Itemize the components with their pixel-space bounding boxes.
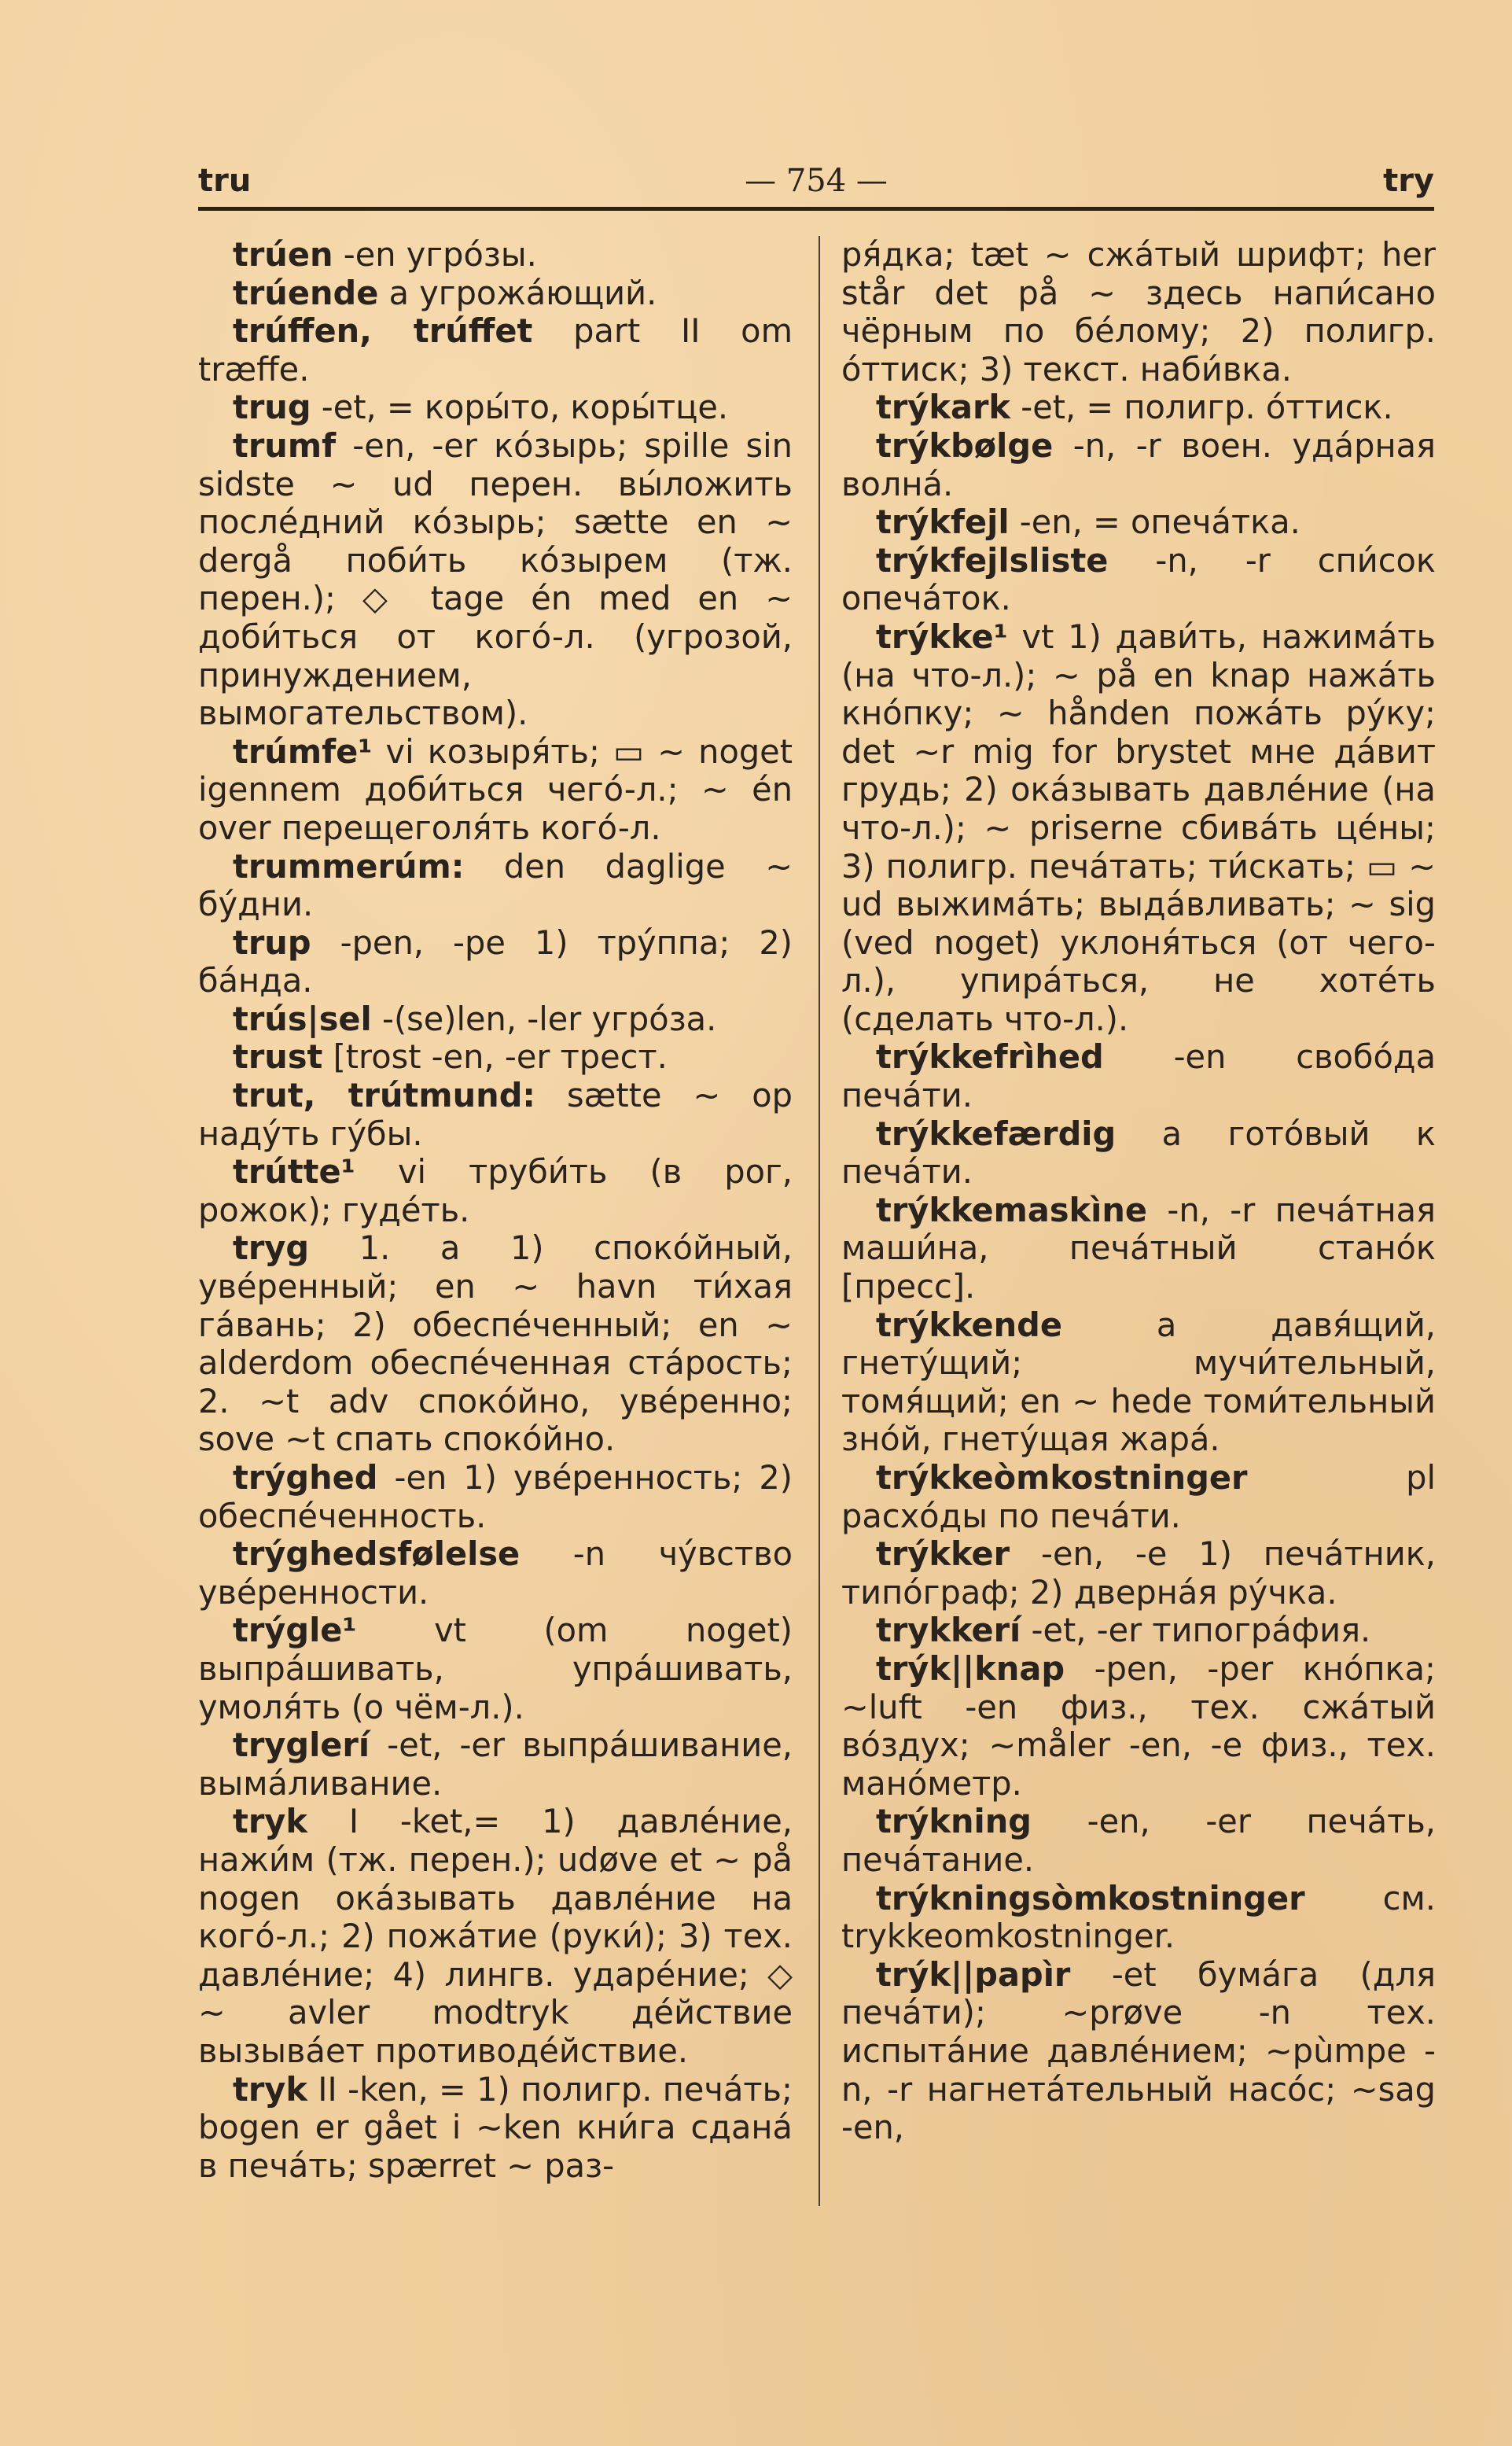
entry-definition: -et, -er выпрáшивание, выма́ливание.	[198, 1726, 793, 1803]
dictionary-entry	[841, 1038, 1436, 1114]
entry-definition: vt (om noget) выпрáшивать, упрáшивать, умоля́ть (о чём-л.).	[198, 1611, 793, 1726]
page-header	[198, 161, 1434, 201]
dictionary-entry	[841, 1192, 1436, 1306]
dictionary-entry	[841, 389, 1436, 427]
entry-definition: II -ken, = 1) полигр. печáть; bogen er gået i ~ken кни́га сданá в печáть; spærret ~ раз-	[198, 2069, 793, 2185]
entry-definition: -en, -er печáть, печáтание.	[841, 1802, 1436, 1879]
dictionary-entry	[841, 1535, 1436, 1612]
dictionary-entry	[198, 274, 793, 313]
entry-headword: trýk||papìr	[876, 1954, 1071, 1994]
entry-definition: -en угрóзы.	[333, 235, 537, 274]
entry-definition: den daglige ~ бу́дни.	[198, 846, 793, 924]
column-divider	[819, 236, 820, 2206]
dictionary-entry	[198, 1229, 793, 1459]
entry-headword: trýkningsòmkostninger	[876, 1878, 1305, 1917]
entry-definition: -n, -r воен. удáрная волнá.	[841, 425, 1436, 503]
entry-definition: -en, -er кóзырь; spille sin sidste ~ ud перен. вы́ложить послéдний кóзырь; sætte en ~ dergå поби́ть кóзырем (тж. перен.); ◇ tage én med en ~ доби́ться от когó-л. (угрозой, принуждением, вымогательством).	[198, 425, 793, 733]
entry-headword: trýkkeòmkostninger	[876, 1458, 1248, 1497]
entry-definition: -n, -r спи́сок опечáток.	[841, 540, 1436, 618]
entry-definition: -pen, -pe 1) трýппа; 2) бáнда.	[198, 923, 793, 1000]
dictionary-entry	[198, 2071, 793, 2186]
header-left-guideword: tru	[198, 163, 252, 199]
dictionary-entry	[841, 236, 1436, 389]
dictionary-entry	[198, 1000, 793, 1039]
entry-headword: trýkbølge	[876, 425, 1054, 465]
page-number: — 754 —	[745, 163, 888, 199]
entry-headword: tryk	[233, 2069, 307, 2109]
entry-headword: trumf	[233, 425, 337, 465]
dictionary-entry	[841, 542, 1436, 618]
entry-definition: ря́дка; tæt ~ сжáтый шрифт; her står det på ~ здесь напи́сано чёрным по бéлому; 2) полигр. óттиск; 3) текст. наби́вка.	[841, 235, 1436, 389]
entry-headword: trykkerí	[876, 1611, 1021, 1650]
dictionary-entry	[198, 733, 793, 848]
left-column	[198, 236, 793, 2185]
entry-headword: trýkfejlsliste	[876, 540, 1109, 580]
entry-headword: trýkke¹	[876, 617, 1008, 656]
dictionary-entry	[198, 1535, 793, 1612]
entry-definition: 1. a 1) спокóйный, увéренный; en ~ havn ти́хая гáвань; 2) обеспéченный; en ~ alderdom обеспéченная стáрость; 2. ~t adv спокóйно, увéренно; sove ~t спать спокóйно.	[198, 1229, 793, 1459]
dictionary-entry	[198, 1726, 793, 1803]
dictionary-entry	[841, 1650, 1436, 1803]
entry-headword: trýgle¹	[233, 1611, 357, 1650]
entry-definition: vt 1) дави́ть, нажимáть (на что-л.); ~ på en knap нажáть кнóпку; ~ hånden пожáть рýку; det ~r mig for brystet мне дáвит грудь; 2) окáзывать давлéние (на что-л.); ~ priserne сбивáть цéны; 3) полигр. печáтать; ти́скать; ▭ ~ ud выжимáть; выдáвливать; ~ sig (ved noget) уклоня́ться (от чего-л.), упирáться, не хотéть (сделать что-л.).	[841, 617, 1436, 1038]
entry-definition: -et, = полигр. óттиск.	[1010, 388, 1393, 427]
entry-headword: trýghedsfølelse	[233, 1534, 521, 1574]
entry-definition: -en, -e 1) печáтник, типóграф; 2) дверна́я рýчка.	[841, 1534, 1436, 1612]
dictionary-entry	[841, 1115, 1436, 1192]
entry-definition: vi козыря́ть; ▭ ~ noget igennem доби́ться чегó-л.; ~ én over перещеголя́ть когó-л.	[198, 731, 793, 847]
entry-definition: sætte ~ op надýть гýбы.	[198, 1076, 793, 1153]
dictionary-entry	[198, 1612, 793, 1726]
entry-definition: vi труби́ть (в рог, рожок); гудéть.	[198, 1152, 793, 1229]
entry-definition: I -ket,= 1) давлéние, нажи́м (тж. перен.); udøve et ~ på nogen окáзывать давлéние на когó-л.; 2) пожáтие (руки́); 3) тех. давлéние; 4) лингв. ударéние; ◇ ~ avler modtryk дéйствие вызывáет противодéйствие.	[198, 1802, 793, 2070]
dictionary-entry	[198, 1459, 793, 1535]
dictionary-entry	[198, 1038, 793, 1077]
entry-headword: trug	[233, 388, 311, 427]
entry-definition: -et, -er типогрáфия.	[1021, 1611, 1371, 1650]
entry-definition: см. trykkeomkostninger.	[841, 1878, 1436, 1956]
entry-headword: trúmfe¹	[233, 731, 373, 771]
dictionary-entry	[841, 1459, 1436, 1535]
dictionary-entry	[198, 389, 793, 427]
entry-headword: trýkker	[876, 1534, 1010, 1574]
dictionary-entry	[198, 848, 793, 924]
entry-headword: trúende	[233, 273, 379, 312]
entry-headword: trútte¹	[233, 1152, 355, 1192]
entry-headword: trýkark	[876, 388, 1011, 427]
entry-definition: -n чýвство увéренности.	[198, 1534, 793, 1612]
entry-headword: trúen	[233, 235, 333, 274]
entry-definition: a готóвый к печáти.	[841, 1114, 1436, 1192]
dictionary-entry	[841, 427, 1436, 503]
entry-definition: -et бумáга (для печáти); ~prøve -n тех. испытáние давлéнием; ~pùmpe -n, -r нагнетáтельный насóс; ~sag -en,	[841, 1954, 1436, 2147]
entry-headword: tryg	[233, 1229, 310, 1268]
entry-definition: pl расхóды по печáти.	[841, 1458, 1436, 1535]
dictionary-entry	[841, 618, 1436, 1039]
entry-definition: -et, = коры́то, коры́тце.	[311, 388, 729, 427]
entry-headword: trýkkefærdig	[876, 1114, 1117, 1153]
entry-headword: tryglerí	[233, 1726, 370, 1765]
dictionary-entry	[198, 1803, 793, 2070]
entry-headword: trýkning	[876, 1802, 1032, 1841]
dictionary-entry	[198, 312, 793, 389]
entry-definition: -(se)len, -ler угрóза.	[371, 999, 717, 1038]
entry-headword: trust	[233, 1037, 323, 1077]
dictionary-entry	[198, 427, 793, 733]
entry-definition: -en 1) увéренность; 2) обеспéченность.	[198, 1458, 793, 1535]
dictionary-entry	[841, 1612, 1436, 1650]
dictionary-entry	[198, 924, 793, 1000]
entry-definition: -en, = опечáтка.	[1009, 503, 1300, 542]
dictionary-entry	[841, 503, 1436, 542]
entry-definition: a угрожáющий.	[378, 273, 657, 312]
entry-headword: tryk	[233, 1802, 307, 1841]
entry-headword: trúffen, trúffet	[233, 311, 533, 351]
entry-headword: trýkkende	[876, 1305, 1062, 1344]
dictionary-entry	[841, 1306, 1436, 1459]
header-rule	[198, 207, 1434, 211]
entry-headword: trummerúm:	[233, 846, 465, 886]
dictionary-entry	[841, 1880, 1436, 1956]
entry-headword: trýkkefrìhed	[876, 1037, 1104, 1077]
dictionary-entry	[841, 1803, 1436, 1879]
dictionary-entry	[841, 1956, 1436, 2147]
right-column	[841, 236, 1436, 2147]
dictionary-entry	[198, 1077, 793, 1153]
entry-definition: -n, -r печáтная маши́на, печáтный станóк [пресс].	[841, 1190, 1436, 1306]
dictionary-entry	[198, 1153, 793, 1229]
entry-definition: -en свобóда печáти.	[841, 1037, 1436, 1115]
entry-definition: [trost -en, -er трест.	[322, 1037, 668, 1077]
entry-definition: a давя́щий, гнетýщий; мучи́тельный, томя́щий; en ~ hede томи́тельный знóй, гнетýщая жарá.	[841, 1305, 1436, 1459]
entry-headword: trup	[233, 923, 311, 962]
dictionary-entry	[198, 236, 793, 274]
header-right-guideword: try	[1383, 163, 1434, 199]
entry-headword: trús|sel	[233, 999, 372, 1038]
entry-headword: trut, trútmund:	[233, 1076, 536, 1115]
entry-definition: -pen, -per кнóпка; ~luft -en физ., тех. сжáтый вóздух; ~måler -en, -e физ., тех. манóметр.	[841, 1648, 1436, 1803]
entry-headword: trýghed	[233, 1458, 378, 1497]
entry-headword: trýkfejl	[876, 503, 1010, 542]
entry-headword: trýk||knap	[876, 1648, 1065, 1688]
entry-headword: trýkkemaskìne	[876, 1190, 1148, 1229]
entry-definition: part II om træffe.	[198, 311, 793, 389]
